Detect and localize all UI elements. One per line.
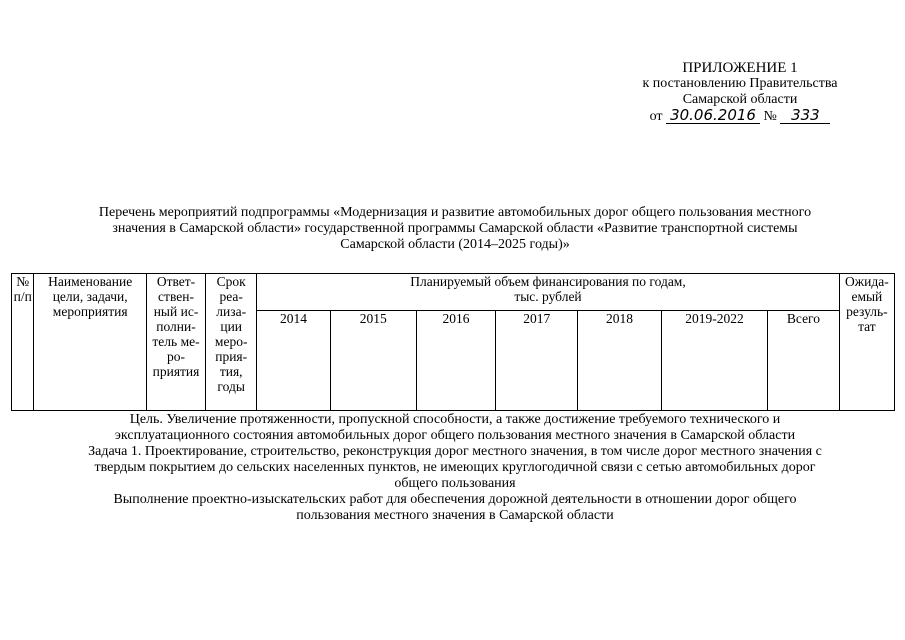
task-line-2: твердым покрытием до сельских населенных пунктов, не имеющих круглогодичной связи с сетью автомобильных дорог [94,460,816,475]
appendix-date-line [580,108,900,125]
goal-line-2: эксплуатационного состояния автомобильных дорог общего пользования местного значения в Самарской области [114,428,796,443]
document-body [20,412,890,524]
header-financing [257,274,840,311]
header-year-2017: 2017 [496,311,578,411]
header-year-2014: 2014 [257,311,331,411]
activity-line-1: Выполнение проектно-изыскательских работ для обеспечения дорожной деятельности в отношении дорог общего [113,492,797,507]
heading-line-1: Перечень мероприятий подпрограммы «Модернизация и развитие автомобильных дорог общего пользования местного [98,205,812,220]
heading-line-3: Самарской области (2014–2025 годы)» [340,237,570,252]
document-heading [20,205,890,253]
appendix-line-1: к постановлению Правительства [642,76,838,91]
header-name: Наименование цели, задачи, мероприятия [34,274,146,411]
header-result: Ожида-емый резуль-тат [839,274,894,411]
header-financing-line-2: тыс. рублей [514,289,582,304]
from-label: от [649,109,663,124]
header-year-2015: 2015 [330,311,416,411]
header-term: Срок реа-лиза-ции меро-прия-тия, годы [206,274,257,411]
goal-line-1: Цель. Увеличение протяженности, пропускной способности, а также достижение требуемого технического и [129,412,781,427]
task-line-1: Задача 1. Проектирование, строительство, реконструкция дорог местного значения, в том числе дорог местного значения с [88,444,822,459]
activities-table [11,273,895,411]
header-total: Всего [768,311,840,411]
decree-date: 30.06.2016 [666,108,760,124]
decree-number: 333 [780,108,830,124]
header-financing-line-1: Планируемый объем финансирования по годам, [410,274,686,289]
heading-line-2: значения в Самарской области» государственной программы Самарской области «Развитие транспортной системы [112,221,798,236]
header-year-2018: 2018 [578,311,662,411]
appendix-title: ПРИЛОЖЕНИЕ 1 [682,60,798,76]
header-responsible: Ответ-ствен-ный ис-полни-тель ме-ро-приятия [146,274,205,411]
header-year-2016: 2016 [416,311,496,411]
header-num: № п/п [12,274,34,411]
task-line-3: общего пользования [394,476,516,491]
appendix-line-2: Самарской области [682,92,798,107]
header-year-2019-2022: 2019-2022 [661,311,767,411]
number-label: № [763,109,777,124]
activity-line-2: пользования местного значения в Самарской области [296,508,614,523]
appendix-block [580,60,900,125]
